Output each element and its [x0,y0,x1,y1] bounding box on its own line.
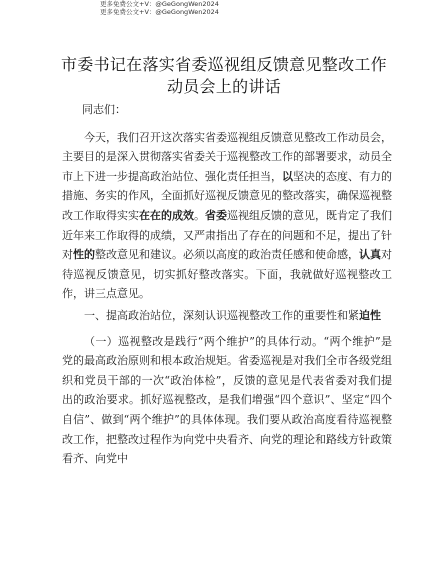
text-span: 。 [194,208,205,222]
watermark-line-2: 更多免费公文+V：@GeGongWen2024 [100,8,219,16]
bold-span: 性的 [73,248,95,262]
text-span: 今天，我们召开这次落实省委巡视组反馈意见整改工作动员会，主要目的是深入贯彻落实省委关于巡视整改工作的部署要求，动员全市上下进一步提高政治站位、强化责任担当， [62,130,392,183]
paragraph-intro [62,128,392,304]
title-line-1: 市委书记在落实省委巡视组反馈意见整改工作 [60,55,387,74]
salutation: 同志们： [82,103,126,116]
bold-span: 省委 [205,208,227,222]
paragraph-section-1-1: （一）巡视整改是践行“两个维护”的具体行动。“两个维护”是党的最高政治原则和根本政治规矩。省委巡视是对我们全市各级党组织和党员干部的一次“政治体检”，反馈的意见是代表省委对我们提出的政治要求。抓好巡视整改，是我们增强“四个意识”、坚定“四个自信”、做到“两个维护”的具体体现。我们要从政治高度看待巡视整改工作，把整改过程作为向党中央看齐、向党的理论和路线方针政策看齐、向党中 [62,334,392,466]
text-span: 一、提高政治站位，深刻认识巡视整改工作的重要性和紧 [84,308,359,322]
text-span: 巡视组反馈的意见，既肯定了我们近年来工作取得的成绩，又严肃指出了存在的问题和不足，提出了针对 [62,208,392,262]
watermark-line-1: 更多免费公文+V：@GeGongWen2024 [100,0,219,8]
bold-span: 迫性 [359,308,381,322]
bold-span: 在在的成效 [139,208,194,222]
watermark [100,0,219,16]
bold-span: 认真 [359,248,381,262]
section-heading-1 [62,306,392,326]
document-body [62,100,392,469]
bold-span: 以 [282,169,293,183]
title-line-2: 动员会上的讲话 [166,77,282,96]
text-span: 对待巡视反馈意见，切实抓好整改落实。下面，我就做好巡视整改工作，讲三点意见。 [62,248,392,301]
text-span: 坚决的态度、有力的措施、务实的作风，全面抓好巡视反馈意见的整改落实，确保巡视整改工作取得实实 [62,169,392,222]
document-title [0,54,448,98]
text-span: 整改意见和建议。必须以高度的政治责任感和使命感， [95,248,359,262]
